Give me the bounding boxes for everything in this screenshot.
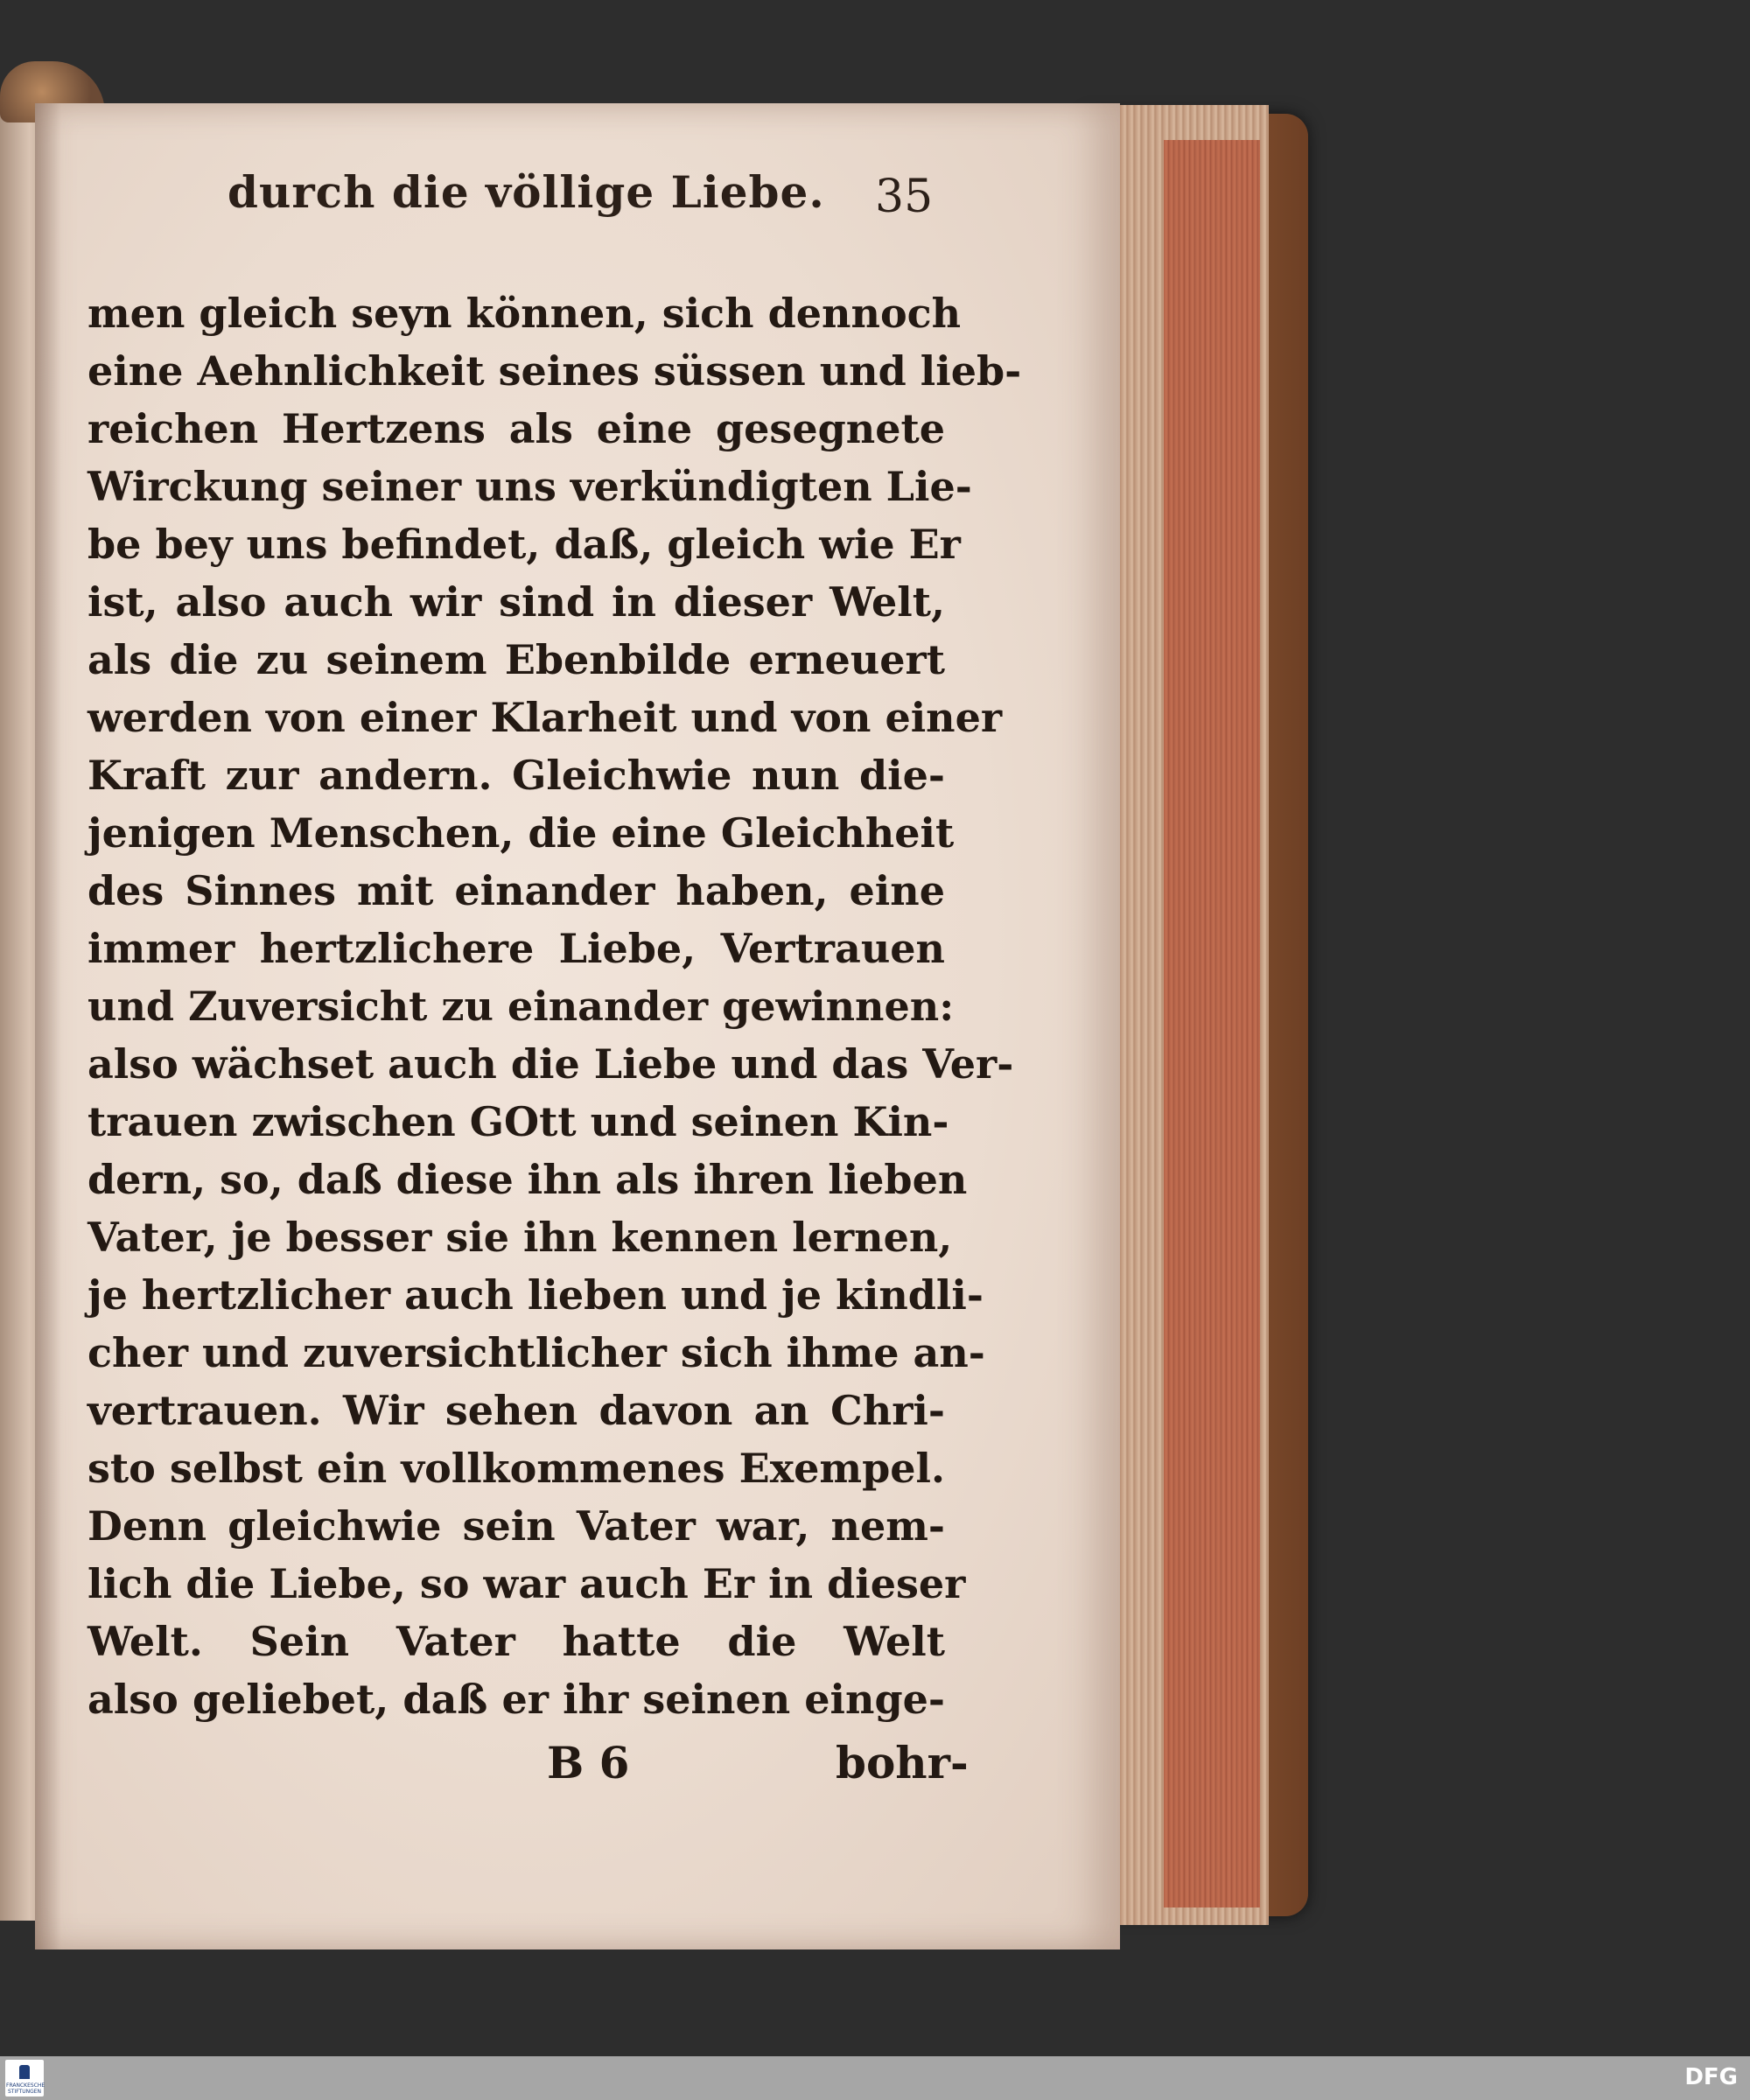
text-line: cher und zuversichtlicher sich ihme an- [88,1329,985,1376]
text-line: trauen zwischen GOtt und seinen Kin- [88,1098,949,1145]
text-line: Vater, je besser sie ihn kennen lernen, [88,1214,953,1261]
text-line: jenigen Menschen, die eine Gleichheit [88,809,955,857]
logo-icon [19,2065,30,2079]
running-head: durch die völlige Liebe. [228,166,825,218]
text-line: also geliebet, daß er ihr seinen einge- [88,1676,945,1723]
text-line: als die zu seinem Ebenbilde erneuert [88,636,945,683]
institution-logo[interactable] [5,2060,44,2096]
text-line: also wächset auch die Liebe und das Ver- [88,1040,1014,1088]
text-line: vertrauen. Wir sehen davon an Chri- [88,1387,945,1434]
text-line: immer hertzlichere Liebe, Vertrauen [88,925,945,972]
body-text [88,284,1022,1728]
logo-text: FRANCKESCHE STIFTUNGEN [6,2082,46,2095]
dfg-logo[interactable]: DFG [1684,2064,1738,2090]
page-number: 35 [875,171,934,223]
text-line: des Sinnes mit einander haben, eine [88,867,945,914]
text-line: lich die Liebe, so war auch Er in dieser [88,1560,966,1607]
text-line: sto selbst ein vollkommenes Exempel. [88,1445,945,1492]
text-line: men gleich seyn können, sich dennoch [88,290,962,337]
text-line: je hertzlicher auch lieben und je kindli- [88,1271,984,1319]
text-line: dern, so, daß diese ihn als ihren lieben [88,1156,968,1203]
page-gutter-shadow [35,103,61,1950]
catchword: bohr- [836,1737,969,1788]
red-page-edges [1164,140,1260,1908]
text-line: ist, also auch wir sind in dieser Welt, [88,578,945,626]
text-line: Kraft zur andern. Gleichwie nun die- [88,752,945,799]
text-line: Wirckung seiner uns verkündigten Lie- [88,463,972,510]
footer-bar [0,2056,1750,2100]
text-line: be bey uns befindet, daß, gleich wie Er [88,521,961,568]
text-line: Denn gleichwie sein Vater war, nem- [88,1502,945,1550]
text-line: reichen Hertzens als eine gesegnete [88,405,945,452]
text-line: werden von einer Klarheit und von einer [88,694,1003,741]
signature-mark: B 6 [547,1737,630,1788]
text-line: eine Aehnlichkeit seines süssen und lieb- [88,347,1022,395]
text-line: Welt. Sein Vater hatte die Welt [88,1618,945,1665]
text-line: und Zuversicht zu einander gewinnen: [88,983,955,1030]
